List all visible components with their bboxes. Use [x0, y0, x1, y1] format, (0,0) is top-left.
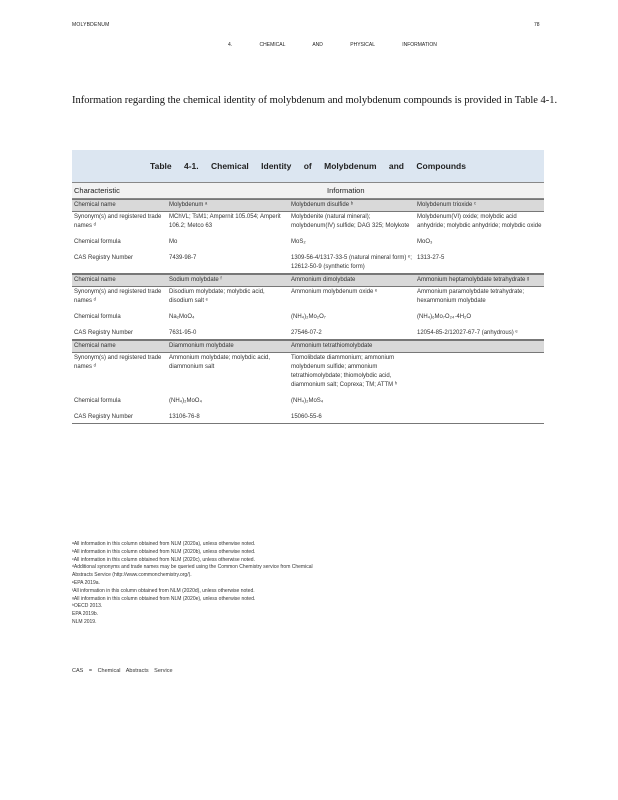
characteristic-header: Characteristic	[74, 186, 120, 195]
footnote: EPA 2019b.	[72, 611, 99, 618]
row-label: CAS Registry Number	[74, 330, 134, 336]
table-cell: Ammonium paramolybdate tetrahydrate; hexammonium molybdate	[417, 289, 525, 304]
table-cell: 12054-85-2/12027-67-7 (anhydrous) ᵉ	[417, 330, 518, 336]
table-head-row	[72, 182, 544, 199]
footnote: ᶜAll information in this column obtained from NLM (2020c), unless otherwise noted.	[72, 556, 255, 563]
compound-name: Ammonium heptamolybdate tetrahydrate ᵍ	[417, 277, 530, 283]
footnote: ᵃAll information in this column obtained from NLM (2020a), unless otherwise noted.	[72, 541, 256, 547]
footnote: Abstracts Service (http://www.commonchemistry.org/).	[72, 572, 192, 579]
running-header-left: MOLYBDENUM	[72, 22, 110, 28]
table-cell: 13106-76-8	[169, 414, 200, 420]
table-cell: MChVL; TsM1; Ampernit 105.054; Amperit 106.2; Metco 63	[169, 214, 281, 229]
row-label: Synonym(s) and registered trade names ᵈ	[74, 214, 162, 229]
information-header: Information	[327, 186, 365, 195]
table-cell: (NH₄)₂Mo₂O₇	[291, 314, 326, 320]
table-cell: Disodium molybdate; molybdic acid, disodium salt ᵉ	[169, 289, 265, 304]
table-row	[72, 287, 544, 307]
table-row	[72, 412, 544, 424]
row-label: Synonym(s) and registered trade names ᵈ	[74, 355, 162, 370]
table-title: Table 4-1. Chemical Identity of Molybdenum and Compounds	[72, 150, 544, 182]
table-row	[72, 396, 544, 407]
table-cell: MoS₂	[291, 239, 306, 245]
footnote: ᵇAll information in this column obtained from NLM (2020b), unless otherwise noted.	[72, 548, 256, 555]
row-label: Chemical formula	[74, 314, 121, 320]
compound-name: Molybdenum ᵃ	[169, 202, 208, 208]
compound-name: Diammonium molybdate	[169, 343, 234, 349]
row-label: Chemical name	[74, 277, 116, 283]
chemical-name-row	[72, 340, 544, 353]
footnote: ᵈAdditional synonyms and trade names may be queried using the Common Chemistry service from Chemical	[72, 564, 313, 571]
intro-paragraph: Information regarding the chemical identity of molybdenum and molybdenum compounds is provided in Table 4-1.	[72, 95, 558, 106]
footnote: ᵉEPA 2019a.	[72, 579, 100, 586]
row-label: CAS Registry Number	[74, 255, 134, 261]
table-row	[72, 353, 544, 391]
chapter-header: 4. CHEMICAL AND PHYSICAL INFORMATION	[228, 42, 437, 48]
table-cell: 1313-27-5	[417, 255, 445, 261]
table-cell: Ammonium molybdenum oxide ᵉ	[291, 289, 378, 295]
chemical-identity-table	[72, 150, 544, 424]
compound-name: Ammonium dimolybdate	[291, 277, 356, 283]
page-number: 78	[534, 22, 540, 28]
table-cell: Molybdenum(VI) oxide; molybdic acid anhydride; molybdic anhydride; molybdic oxide	[417, 214, 542, 229]
compound-name: Molybdenum trioxide ᶜ	[417, 202, 477, 208]
row-label: Chemical formula	[74, 239, 121, 245]
table-cell: MoO₃	[417, 239, 433, 245]
footnotes	[72, 541, 542, 627]
table-cell: Molybdenite (natural mineral); molybdenum(IV) sulfide; DAG 325; Molykote	[291, 214, 410, 229]
table-cell	[415, 353, 544, 391]
footnote: ᵍAll information in this column obtained from NLM (2020e), unless otherwise noted.	[72, 595, 256, 602]
table-row	[72, 253, 544, 274]
table-cell: 27546-07-2	[291, 330, 322, 336]
table-cell	[415, 412, 544, 423]
table-cell: (NH₄)₂MoO₄	[169, 398, 202, 404]
table-row	[72, 237, 544, 248]
table-row	[72, 328, 544, 340]
table-body	[72, 199, 544, 424]
table-cell: Ammonium molybdate; molybdic acid, diammonium salt	[169, 355, 271, 370]
table-cell: 15060-55-6	[291, 414, 322, 420]
table-cell: (NH₄)₂MoS₄	[291, 398, 324, 404]
row-label: CAS Registry Number	[74, 414, 134, 420]
table-cell	[415, 396, 544, 407]
footnote: NLM 2019.	[72, 618, 97, 625]
cas-abbreviation-note: CAS = Chemical Abstracts Service	[72, 668, 173, 674]
footnote: ʰOECD 2013.	[72, 603, 103, 610]
footnote: ᶠAll information in this column obtained from NLM (2020d), unless otherwise noted.	[72, 587, 255, 594]
chemical-name-row	[72, 199, 544, 212]
table-cell: Tiomolibdate diammonium; ammonium molybdenum sulfide; ammonium tetrathiomolybdate; thiomolybdic acid, diammonium salt; Coprexa; TM; ATTM ʰ	[291, 355, 398, 388]
row-label: Synonym(s) and registered trade names ᵈ	[74, 289, 162, 304]
table-cell: 7439-98-7	[169, 255, 197, 261]
row-label: Chemical formula	[74, 398, 121, 404]
row-label: Chemical name	[74, 202, 116, 208]
table-row	[72, 212, 544, 232]
table-cell: Na₂MoO₄	[169, 314, 195, 320]
chemical-name-row	[72, 274, 544, 287]
table-cell: (NH₄)₆Mo₇O₂₄·4H₂O	[417, 314, 472, 320]
compound-name: Sodium molybdate ᶠ	[169, 277, 222, 283]
table-cell: Mo	[169, 239, 178, 245]
compound-name: Molybdenum disulfide ᵇ	[291, 202, 353, 208]
row-label: Chemical name	[74, 343, 116, 349]
table-cell: 7631-95-0	[169, 330, 197, 336]
table-row	[72, 312, 544, 323]
compound-name: Ammonium tetrathiomolybdate	[291, 343, 373, 349]
table-cell: 1309-56-4/1317-33-5 (natural mineral form) ᵉ; 12612-50-9 (synthetic form)	[291, 255, 412, 270]
compound-name	[415, 341, 544, 352]
